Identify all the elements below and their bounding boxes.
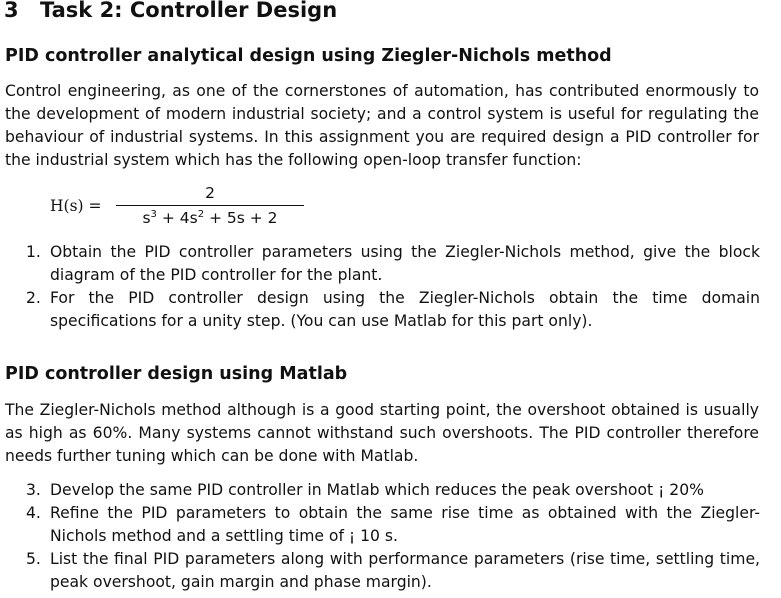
list-item (0, 287, 760, 333)
equation-fraction (116, 183, 304, 228)
list-item-text: Obtain the PID controller parameters using the Ziegler-Nichols method, give the block diagram of the PID controller for the plant. (50, 243, 760, 284)
list-item-text: List the final PID parameters along with performance parameters (rise time, settling time, peak overshoot, gain margin and phase margin). (50, 550, 760, 591)
list-item-number: 1. (26, 243, 41, 261)
equation-lhs: H(s) = (50, 197, 102, 215)
list-item (0, 548, 760, 594)
transfer-function-equation (50, 183, 310, 233)
list-item (0, 502, 760, 548)
list-item (0, 479, 760, 502)
fraction-bar (116, 205, 304, 206)
part2-intro-paragraph: The Ziegler-Nichols method although is a good starting point, the overshoot obtained is usually as high as 60%. Many systems cannot withstand such overshoots. The PID controller therefore needs further tuning which can be done with Matlab. (5, 401, 759, 465)
list-item-number: 2. (26, 289, 41, 307)
denominator-term-1: s (142, 209, 151, 227)
denominator-term-3: + 5s + 2 (204, 209, 278, 227)
equation-denominator (116, 208, 304, 228)
list-item-number: 3. (26, 481, 41, 499)
denominator-term-2: + 4s (156, 209, 198, 227)
list-item-number: 4. (26, 504, 41, 522)
denominator-exponent-2: 2 (197, 209, 205, 220)
list-item-text: Refine the PID parameters to obtain the same rise time as obtained with the Ziegler-Nichols method and a settling time of ¡ 10 s. (50, 504, 760, 545)
section-number: 3 (4, 0, 19, 22)
part1-task-list (0, 241, 760, 333)
list-item (0, 241, 760, 287)
list-item-text: Develop the same PID controller in Matlab which reduces the peak overshoot ¡ 20% (50, 481, 704, 499)
section-title: Task 2: Controller Design (40, 0, 338, 22)
denominator-exponent-1: 3 (150, 209, 157, 220)
list-item-text: For the PID controller design using the Ziegler-Nichols obtain the time domain specifications for a unity step. (You can use Matlab for this part only). (50, 289, 760, 330)
part1-intro-paragraph: Control engineering, as one of the cornerstones of automation, has contributed enormously to the development of modern industrial society; and a control system is useful for regulating the behaviour of industrial systems. In this assignment you are required design a PID controller for the industrial system which has the following open-loop transfer function: (5, 82, 759, 169)
part2-task-list (0, 479, 760, 594)
part2-heading: PID controller design using Matlab (5, 364, 348, 384)
part1-heading: PID controller analytical design using Ziegler-Nichols method (5, 46, 612, 66)
section-heading (4, 0, 337, 24)
list-item-number: 5. (26, 550, 41, 568)
equation-numerator: 2 (205, 184, 215, 202)
